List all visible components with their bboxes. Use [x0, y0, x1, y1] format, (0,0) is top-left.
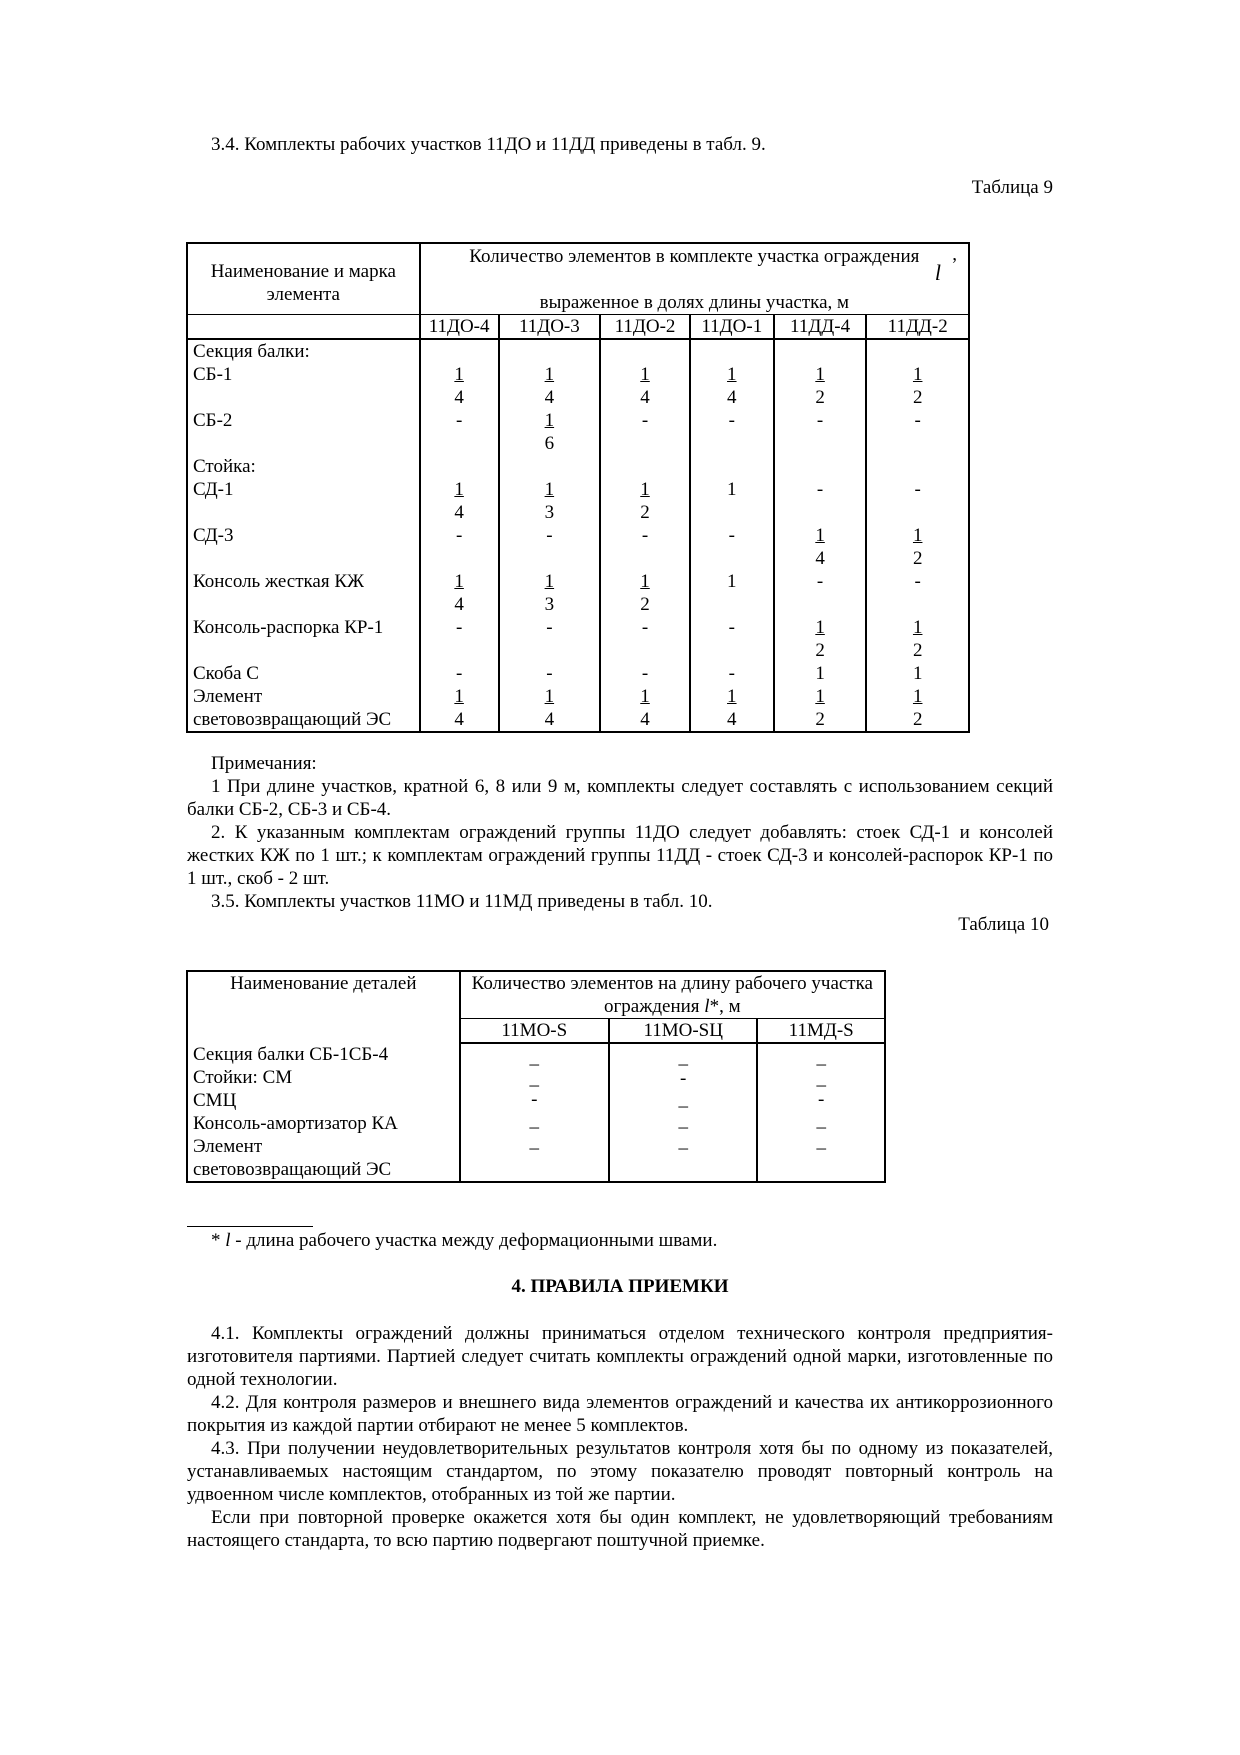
table10-header-symbol: l	[704, 996, 710, 1017]
row-label-es-line2: световозвращающий ЭС	[193, 708, 392, 730]
table9-cell	[505, 409, 595, 455]
table9-cell	[606, 570, 684, 616]
table9-cell	[505, 570, 595, 616]
paragraph-4-3b: Если при повторной проверке окажется хотя бы один комплект, не удовлетворяющий требованиям настоящего стандарта, то всю партию подвергают поштучной приемке.	[187, 1507, 1053, 1551]
table9-cell: -	[641, 616, 649, 638]
note-2: 2. К указанным комплектам ограждений группы 11ДО следует добавлять: стоек СД-1 и консолей жестких КЖ по 1 шт.; к комплектам ограждений группы 11ДД - стоек СД-3 и консолей-распорок КР-1 по 1 шт., скоб - 2 шт.	[187, 822, 1053, 889]
table9-cell: -	[816, 409, 824, 431]
row-label-sd1: СД-1	[193, 478, 234, 500]
numerator: 1	[640, 363, 650, 385]
numerator: 1	[544, 363, 555, 385]
note-1: 1 При длине участков, кратной 6, 8 или 9 м, комплекты следует составлять с использованием секций балки СБ-2, СБ-3 и СБ-4.	[187, 776, 1053, 820]
denominator: 3	[544, 593, 555, 615]
table10-values-col-1	[609, 1043, 757, 1182]
table9-cell: -	[641, 524, 649, 546]
table9-cell: -	[546, 524, 553, 546]
table9-cell: -	[914, 478, 921, 500]
fraction	[913, 616, 923, 662]
table9-cell	[606, 478, 684, 524]
table-10	[186, 970, 886, 1183]
denominator: 4	[815, 547, 825, 569]
table9-cell: -	[455, 524, 463, 546]
fraction	[545, 570, 555, 616]
group-title-post: Стойка:	[193, 455, 256, 477]
table10-cell: _	[529, 1047, 540, 1068]
table10-values-col-0	[460, 1043, 609, 1182]
table9-cell: 1	[815, 662, 825, 684]
table9-cell	[426, 570, 493, 616]
table9-cell: -	[728, 524, 735, 546]
denominator: 2	[912, 547, 923, 569]
table10-cell: _	[816, 1110, 826, 1131]
table10-cell: _	[816, 1068, 826, 1089]
fraction	[815, 363, 825, 409]
numerator: 1	[454, 478, 464, 500]
row-label-sd3: СД-3	[193, 524, 234, 546]
denominator: 2	[815, 386, 825, 408]
row-label-es-line1: Элемент	[193, 685, 263, 707]
fraction	[454, 685, 464, 731]
table9-cell	[505, 478, 595, 524]
row-label-kr1: Консоль-распорка КР-1	[193, 616, 384, 638]
fraction	[545, 409, 555, 455]
numerator: 1	[454, 685, 464, 707]
spacer	[696, 340, 768, 363]
numerator: 1	[454, 363, 464, 385]
spacer	[872, 340, 963, 363]
table9-cell	[426, 478, 493, 524]
table9-col-2: 11ДО-2	[600, 314, 690, 339]
numerator: 1	[727, 685, 737, 707]
fraction	[454, 478, 464, 524]
table9-cell: -	[728, 662, 735, 684]
denominator: 2	[640, 593, 650, 615]
footnote-star: *	[211, 1230, 226, 1251]
numerator: 1	[544, 570, 555, 592]
t10-row-label-1: Стойки: СМ	[193, 1067, 293, 1088]
table9-cell: -	[816, 570, 824, 592]
t10-row-label-4b: световозвращающий ЭС	[193, 1159, 392, 1180]
denominator: 4	[454, 386, 464, 408]
footnote-text: - длина рабочего участка между деформационными швами.	[230, 1230, 718, 1251]
table10-values-col-2	[757, 1043, 885, 1182]
table9-cell	[872, 685, 963, 731]
table9-cell	[426, 685, 493, 731]
numerator: 1	[815, 363, 825, 385]
table10-cell: -	[818, 1089, 825, 1110]
table9-values-col-2	[600, 339, 690, 732]
table9-cell	[505, 685, 595, 731]
denominator: 3	[544, 501, 555, 523]
table10-cell: -	[531, 1089, 538, 1110]
table9-cell	[696, 363, 768, 409]
table9-cell	[780, 363, 861, 409]
numerator: 1	[912, 363, 923, 385]
numerator: 1	[912, 524, 923, 546]
table9-cell: -	[546, 662, 553, 684]
denominator: 4	[454, 708, 464, 730]
table9-cell: 1	[727, 570, 737, 592]
fraction	[815, 685, 825, 731]
table10-cell: -	[680, 1068, 687, 1089]
table9-cell: -	[728, 409, 735, 431]
fraction	[545, 685, 555, 731]
numerator: 1	[815, 616, 825, 638]
table9-col-5: 11ДД-2	[866, 314, 969, 339]
table10-labels	[187, 1043, 460, 1182]
fraction	[815, 524, 825, 570]
numerator: 1	[544, 409, 555, 431]
denominator: 6	[544, 432, 555, 454]
table9-values-col-0	[420, 339, 499, 732]
table10-col-1: 11МО-SЦ	[609, 1019, 757, 1044]
denominator: 2	[815, 708, 825, 730]
table9-header-qty	[420, 243, 969, 314]
paragraph-3-5: 3.5. Комплекты участков 11МО и 11МД приведены в табл. 10.	[211, 891, 713, 912]
fraction	[913, 363, 923, 409]
fraction	[913, 524, 923, 570]
table9-cell	[780, 616, 861, 662]
numerator: 1	[640, 570, 650, 592]
table9-cell: -	[641, 662, 649, 684]
table9-col-1: 11ДО-3	[499, 314, 601, 339]
table9-cell: 1	[912, 662, 923, 684]
table9-cell: -	[728, 616, 735, 638]
table10-header-qty	[460, 971, 885, 1019]
denominator: 4	[727, 386, 737, 408]
table9-cell	[872, 616, 963, 662]
table10-cell: _	[678, 1047, 688, 1068]
spacer	[426, 455, 493, 478]
spacer	[780, 455, 861, 478]
fraction	[545, 363, 555, 409]
spacer	[426, 340, 493, 363]
row-label-sb2: СБ-2	[193, 409, 233, 431]
table10-cell: _	[816, 1131, 826, 1152]
denominator: 2	[912, 639, 923, 661]
denominator: 4	[544, 708, 555, 730]
t10-row-label-3: Консоль-амортизатор КА	[193, 1113, 398, 1134]
table9-values-col-4	[774, 339, 867, 732]
table9-cell: -	[914, 409, 921, 431]
table10-cell: _	[678, 1110, 688, 1131]
table9-header-symbol: l	[934, 260, 941, 285]
notes-title: Примечания:	[211, 753, 317, 774]
footnote-separator	[187, 1226, 313, 1227]
spacer	[606, 340, 684, 363]
numerator: 1	[912, 685, 923, 707]
table9-values-col-3	[690, 339, 774, 732]
t10-row-label-2: СМЦ	[193, 1090, 237, 1111]
fraction	[640, 363, 650, 409]
table-9	[186, 242, 970, 733]
table9-header-qty-line2: выраженное в долях длины участка, м	[539, 292, 850, 313]
paragraph-4-1: 4.1. Комплекты ограждений должны приниматься отделом технического контроля предприятия-изготовителя партиями. Партией следует считать комплекты ограждений одной марки, изготовленные по одной технологии.	[187, 1323, 1053, 1390]
fraction	[545, 478, 555, 524]
spacer	[872, 455, 963, 478]
table10-cell: _	[678, 1131, 688, 1152]
fraction	[640, 478, 650, 524]
numerator: 1	[454, 570, 464, 592]
table9-header-name: Наименование и марка элемента	[187, 243, 420, 314]
fraction	[815, 616, 825, 662]
denominator: 4	[544, 386, 555, 408]
table9-cell	[505, 363, 595, 409]
table9-cell	[606, 685, 684, 731]
denominator: 4	[454, 501, 464, 523]
table9-cell	[872, 363, 963, 409]
numerator: 1	[912, 616, 923, 638]
table10-caption: Таблица 10	[958, 914, 1049, 935]
denominator: 2	[912, 708, 923, 730]
denominator: 2	[912, 386, 923, 408]
paragraph-3-4: 3.4. Комплекты рабочих участков 11ДО и 11ДД приведены в табл. 9.	[211, 134, 766, 155]
numerator: 1	[640, 685, 650, 707]
table10-header-qty-a: Количество элементов на длину рабочего участка ограждения	[471, 973, 873, 1017]
numerator: 1	[815, 685, 825, 707]
fraction	[727, 363, 737, 409]
row-label-kzh: Консоль жесткая КЖ	[193, 570, 365, 592]
numerator: 1	[640, 478, 650, 500]
spacer	[696, 455, 768, 478]
denominator: 2	[640, 501, 650, 523]
footnote-symbol: l	[225, 1230, 231, 1251]
table10-cell: _	[816, 1047, 826, 1068]
table9-labels	[187, 339, 420, 732]
fraction	[913, 685, 923, 731]
table9-cell: -	[455, 409, 463, 431]
row-label-sb1: СБ-1	[193, 363, 233, 385]
table9-col-0: 11ДО-4	[420, 314, 499, 339]
row-label-skoba: Скоба С	[193, 662, 259, 684]
table9-header-qty-line1: Количество элементов в комплекте участка ограждения	[469, 246, 920, 267]
table10-cell: _	[529, 1068, 540, 1089]
t10-row-label-0: Секция балки СБ-1СБ-4	[193, 1044, 389, 1065]
table10-cell: _	[529, 1110, 540, 1131]
table9-col-3: 11ДО-1	[690, 314, 774, 339]
fraction	[454, 363, 464, 409]
denominator: 4	[727, 708, 737, 730]
table9-cell: -	[641, 409, 649, 431]
table9-values-col-5	[866, 339, 969, 732]
table10-cell: _	[678, 1089, 688, 1110]
table10-col-0: 11МО-S	[460, 1019, 609, 1044]
spacer	[780, 340, 861, 363]
table10-header-name: Наименование деталей	[187, 971, 460, 1043]
numerator: 1	[544, 478, 555, 500]
t10-row-label-4a: Элемент	[193, 1136, 263, 1157]
table9-cell: 1	[727, 478, 737, 500]
fraction	[454, 570, 464, 616]
denominator: 4	[640, 386, 650, 408]
group-title-beam: Секция балки:	[193, 340, 310, 362]
spacer	[505, 340, 595, 363]
numerator: 1	[544, 685, 555, 707]
denominator: 4	[454, 593, 464, 615]
table9-cell: -	[816, 478, 824, 500]
table9-caption: Таблица 9	[971, 177, 1053, 198]
table9-values-col-1	[499, 339, 601, 732]
paragraph-4-3: 4.3. При получении неудовлетворительных результатов контроля хотя бы по одному из показателей, устанавливаемых настоящим стандартом, по этому показателю проводят повторный контроль на удвоенном числе комплектов, отобранных из той же партии.	[187, 1438, 1053, 1505]
table9-header-comma: ,	[952, 244, 957, 265]
table9-col-4: 11ДД-4	[774, 314, 867, 339]
table9-cell	[780, 685, 861, 731]
fraction	[727, 685, 737, 731]
fraction	[640, 570, 650, 616]
table9-cell	[872, 524, 963, 570]
table9-cell	[780, 524, 861, 570]
table9-cell	[426, 363, 493, 409]
table10-header-qty-b: *, м	[709, 996, 741, 1017]
denominator: 4	[640, 708, 650, 730]
fraction	[640, 685, 650, 731]
paragraph-4-2: 4.2. Для контроля размеров и внешнего вида элементов ограждений и качества их антикоррозионного покрытия из каждой партии отбирают не менее 5 комплектов.	[187, 1392, 1053, 1436]
table9-cell: -	[546, 616, 553, 638]
denominator: 2	[815, 639, 825, 661]
table10-col-2: 11МД-S	[757, 1019, 885, 1044]
table9-cell: -	[455, 616, 463, 638]
footnote	[187, 1229, 1053, 1252]
numerator: 1	[815, 524, 825, 546]
table9-cell	[696, 685, 768, 731]
table10-cell: _	[529, 1131, 540, 1152]
table9-cell: -	[455, 662, 463, 684]
spacer	[606, 455, 684, 478]
spacer	[505, 455, 595, 478]
table9-cell: -	[914, 570, 921, 592]
section-4-heading: 4. ПРАВИЛА ПРИЕМКИ	[511, 1276, 729, 1297]
numerator: 1	[727, 363, 737, 385]
table9-cell	[606, 363, 684, 409]
